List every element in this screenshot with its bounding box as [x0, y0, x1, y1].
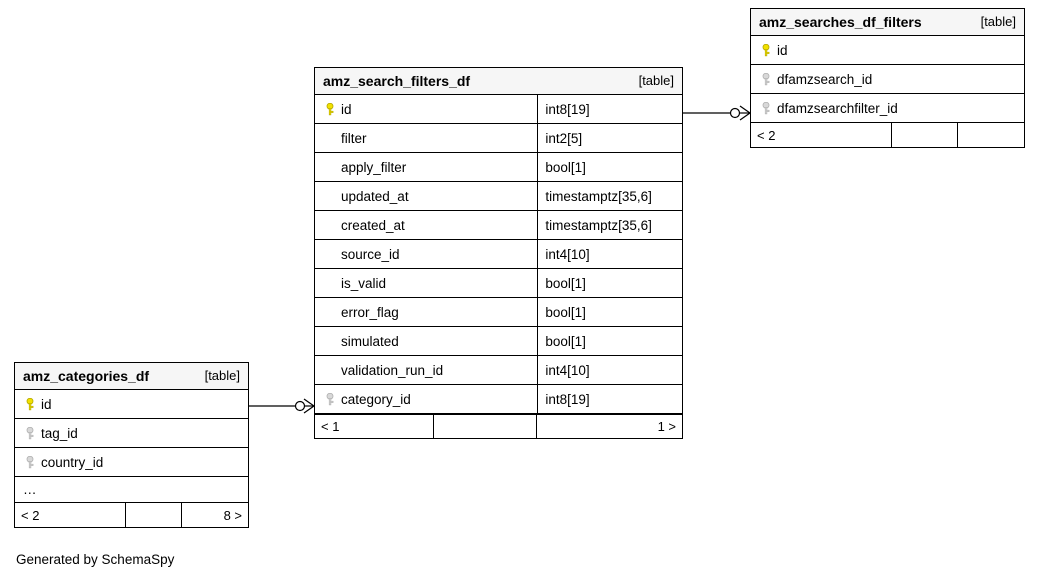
table-amz-categories-df[interactable] [14, 362, 249, 528]
column-type: int2[5] [537, 124, 682, 152]
table-row[interactable] [751, 65, 1024, 94]
table-row[interactable] [315, 269, 682, 298]
table-amz-searches-df-filters[interactable] [750, 8, 1025, 148]
column-name: category_id [341, 391, 411, 407]
foreign-key-icon [323, 393, 337, 406]
footer-parent-count: < 1 [321, 419, 340, 434]
table-type-tag: [table] [204, 368, 240, 383]
footer-parent-count: < 2 [757, 127, 776, 143]
column-type: bool[1] [537, 327, 682, 355]
table-amz-search-filters-df[interactable] [314, 67, 683, 439]
primary-key-icon [759, 44, 773, 57]
column-name: source_id [341, 246, 400, 262]
column-name: apply_filter [341, 159, 407, 175]
column-name: tag_id [41, 425, 78, 441]
column-name: is_valid [341, 275, 387, 291]
table-row[interactable] [315, 385, 682, 414]
table-header [315, 68, 682, 95]
table-type-tag: [table] [980, 14, 1016, 29]
footer-child-count: 1 > [657, 419, 676, 434]
column-type: int8[19] [537, 95, 682, 123]
column-type: int4[10] [537, 356, 682, 384]
footer-child-count [958, 123, 1024, 147]
column-name: id [41, 396, 52, 412]
foreign-key-icon [23, 427, 37, 440]
table-row[interactable] [315, 240, 682, 269]
table-row[interactable] [15, 390, 248, 419]
table-row[interactable] [315, 182, 682, 211]
column-name: filter [341, 130, 367, 146]
table-row[interactable] [751, 36, 1024, 65]
table-title: amz_searches_df_filters [759, 13, 922, 30]
table-row[interactable] [315, 327, 682, 356]
foreign-key-icon [23, 456, 37, 469]
foreign-key-icon [759, 73, 773, 86]
table-footer [315, 414, 682, 438]
column-name: created_at [341, 217, 405, 233]
table-row[interactable] [315, 356, 682, 385]
column-name: id [777, 42, 788, 58]
more-columns-indicator: … [15, 477, 248, 503]
column-type: timestamptz[35,6] [537, 211, 682, 239]
column-name: updated_at [341, 188, 409, 204]
table-row[interactable] [315, 153, 682, 182]
column-name: simulated [341, 333, 399, 349]
column-name: country_id [41, 454, 104, 470]
table-title: amz_search_filters_df [323, 72, 471, 89]
column-type: int8[19] [537, 385, 682, 413]
footer-middle [125, 503, 182, 527]
column-type: bool[1] [537, 269, 682, 297]
footer-middle [891, 123, 958, 147]
column-type: int4[10] [537, 240, 682, 268]
table-title: amz_categories_df [23, 367, 150, 384]
table-row[interactable] [315, 95, 682, 124]
foreign-key-icon [759, 102, 773, 115]
table-row[interactable] [751, 94, 1024, 123]
column-name: error_flag [341, 304, 399, 320]
primary-key-icon [323, 103, 337, 116]
column-name: dfamzsearch_id [777, 71, 873, 87]
table-row[interactable] [315, 298, 682, 327]
column-name: validation_run_id [341, 362, 444, 378]
table-header [751, 9, 1024, 36]
table-type-tag: [table] [638, 73, 674, 88]
table-row[interactable] [315, 124, 682, 153]
table-row[interactable] [315, 211, 682, 240]
column-type: bool[1] [537, 298, 682, 326]
column-name: id [341, 101, 352, 117]
table-row[interactable] [15, 419, 248, 448]
generator-credit: Generated by SchemaSpy [16, 552, 175, 567]
primary-key-icon [23, 398, 37, 411]
footer-parent-count: < 2 [21, 507, 40, 523]
footer-middle [433, 415, 537, 438]
column-type: bool[1] [537, 153, 682, 181]
column-type: timestamptz[35,6] [537, 182, 682, 210]
table-footer [751, 123, 1024, 147]
table-row[interactable] [15, 448, 248, 477]
footer-child-count: 8 > [223, 507, 242, 523]
column-name: dfamzsearchfilter_id [777, 100, 898, 116]
table-header [15, 363, 248, 390]
table-footer [15, 503, 248, 527]
